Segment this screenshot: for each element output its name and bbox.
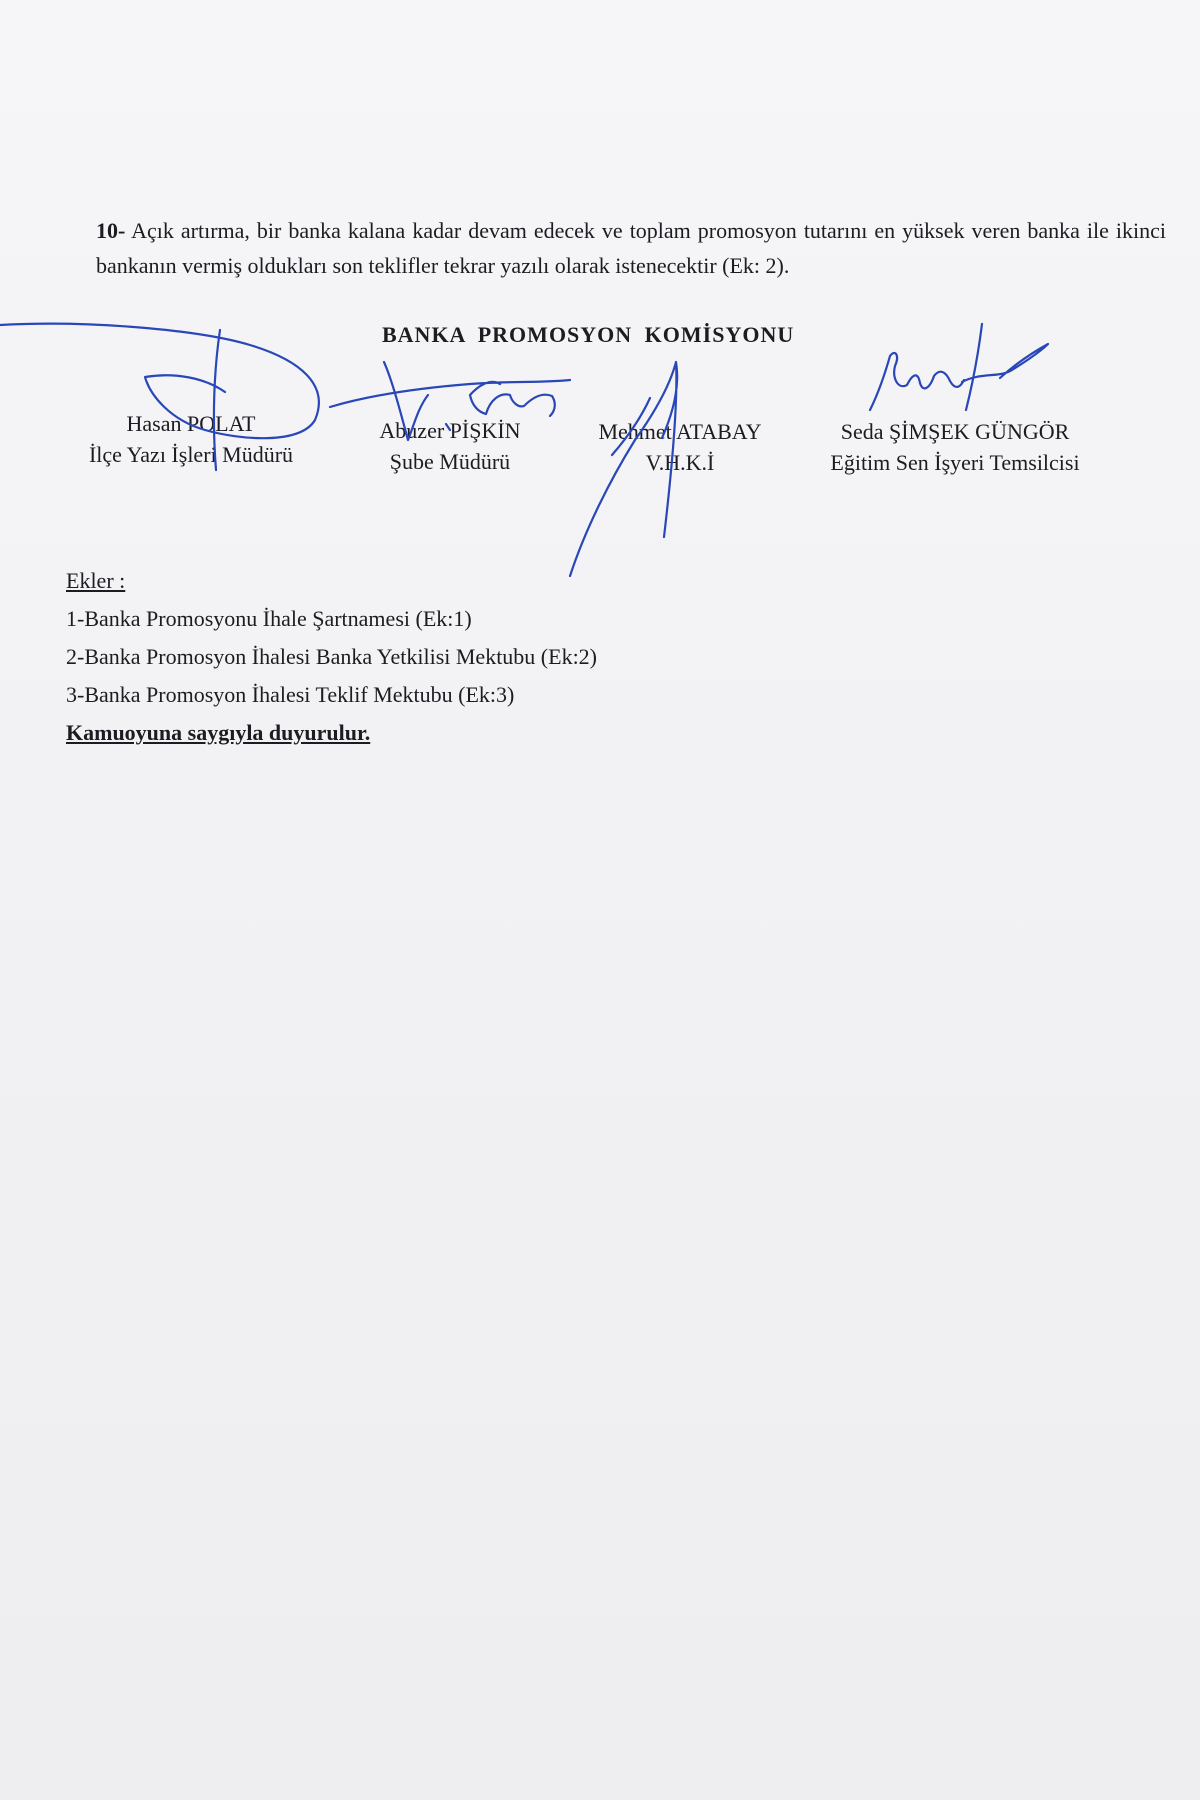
closing-statement: Kamuoyuna saygıyla duyurulur. [66, 720, 371, 745]
article-number: 10- [96, 218, 126, 243]
signatory-name: Abuzer PİŞKİN [379, 418, 521, 443]
annexes-heading: Ekler : [66, 568, 126, 593]
signatory-2 [360, 415, 540, 477]
signatory-name: Mehmet ATABAY [598, 419, 762, 444]
commission-title: BANKA PROMOSYON KOMİSYONU [382, 322, 795, 347]
annex-item-2: 2-Banka Promosyon İhalesi Banka Yetkilisi Mektubu (Ek:2) [66, 644, 598, 669]
signatory-4 [790, 416, 1120, 478]
signatory-name: Seda ŞİMŞEK GÜNGÖR [840, 419, 1070, 444]
signatory-title: İlçe Yazı İşleri Müdürü [88, 442, 294, 467]
annex-item-3: 3-Banka Promosyon İhalesi Teklif Mektubu (Ek:3) [66, 682, 515, 707]
signatory-title: V.H.K.İ [645, 450, 715, 475]
article-text: Açık artırma, bir banka kalana kadar devam edecek ve toplam promosyon tutarını en yüksek veren banka ile ikinci bankanın vermiş oldukları son teklifler tekrar yazılı olarak istenecektir (Ek: 2). [96, 218, 1166, 278]
annexes-section [66, 562, 597, 752]
signatory-title: Eğitim Sen İşyeri Temsilcisi [830, 450, 1080, 475]
signatory-1 [66, 408, 316, 470]
annex-item-1: 1-Banka Promosyonu İhale Şartnamesi (Ek:1) [66, 606, 472, 631]
article-10-paragraph [96, 213, 1166, 283]
signatory-name: Hasan POLAT [126, 411, 256, 436]
signature-4 [870, 324, 1048, 410]
signatory-3 [575, 416, 785, 478]
signatory-title: Şube Müdürü [389, 449, 511, 474]
